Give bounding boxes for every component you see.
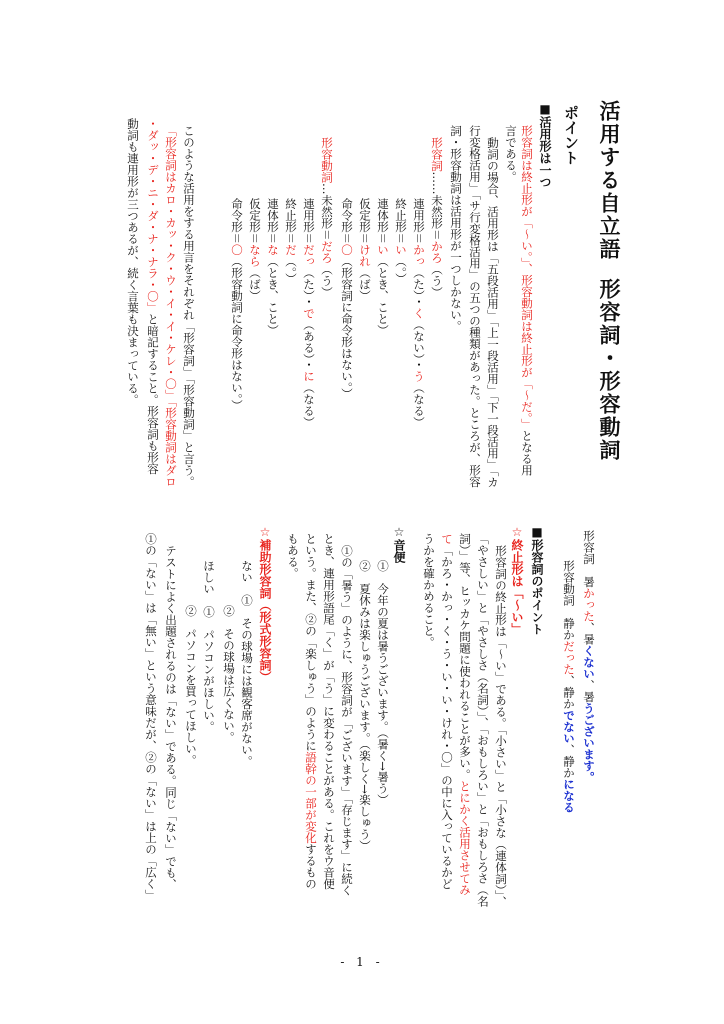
point-heading: ポイント	[562, 105, 580, 165]
example-onbin-1: ① 今年の夏は暑うございます。（暑く→暑う）	[376, 560, 390, 806]
example-hojo-3: ほしい ① パソコンがほしい。	[202, 560, 216, 733]
text-line: うかを確かめること。	[422, 533, 436, 648]
example-onbin-2: ② 夏休みは楽しゅうございます。（楽しく→楽しゅう）	[358, 560, 372, 852]
example-adjectival-verb: 形容動詞 静かだった、静かでない、静かになる	[562, 560, 576, 813]
text-line: という。また、②の「楽しゅう」のように語幹の一部が変化するもの	[304, 533, 318, 890]
adjectival-verb-katei: 仮定形＝なら（ば）	[248, 198, 262, 302]
text-line: 動詞も連用形が三つあるが、続く言葉も決まっている。	[126, 118, 140, 406]
text-line: テストによく出題されるのは「ない」である。同じ「ない」でも、	[164, 545, 178, 890]
section-heading-adjective-points: ■形容詞のポイント	[530, 525, 544, 635]
example-hojo-2: ② その球場は広くない。	[222, 605, 236, 743]
adjectival-verb-renyo: 連用形＝だっ（た）・で（ある）・に（なる）	[302, 198, 316, 428]
text-line: ①の「暑う」のように、形容詞が「ございます」「存じます」に続く	[340, 545, 354, 896]
adjectival-verb-rentai: 連体形＝な（とき、こと）	[266, 198, 280, 336]
example-hojo-1: ない ① その球場には観客席がない。	[240, 560, 254, 767]
adjective-katei: 仮定形＝けれ（ば）	[358, 198, 372, 302]
adjective-meirei: 命令形＝〇（形容詞に命令形はない。）	[340, 198, 354, 400]
text-line: 「やさしい」と「やさしさ（名詞）」、「おもしろい」と「おもしろさ（名	[476, 533, 490, 907]
page-title-topic: 形容詞・形容動詞	[597, 278, 621, 462]
text-line: 動詞の場合、活用形は「五段活用」「上一段活用」「下一段活用」「カ	[486, 137, 500, 488]
text-line: もある。	[286, 533, 300, 579]
section-heading-katsuyokei: ■活用形は一つ	[538, 102, 552, 188]
adjectival-verb-meirei: 命令形＝〇（形容動詞に命令形はない。）	[230, 198, 244, 411]
page-number: - 1 -	[340, 955, 384, 969]
adjective-renyo: 連用形＝かっ（た）・く（ない）・う（なる）	[412, 198, 426, 428]
example-adjective: 形容詞 暑かった、暑くない、暑うございます。	[582, 530, 596, 783]
adjective-shushi: 終止形＝い（。）	[394, 198, 408, 285]
text-line: ①の「ない」は「無い」という意味だが、②の「ない」は上の「広く」	[144, 533, 158, 901]
mnemonic-line: ・ダッ・デ・ニ・ダ・ナ・ナラ・〇」と暗記すること。形容詞も形容	[146, 118, 160, 475]
text-line: て「かろ・かっ・く・う・い・い・けれ・〇」の中に入っているかど	[440, 533, 454, 890]
example-hojo-4: ② パソコンを買ってほしい。	[184, 605, 198, 766]
page-title: 活用する自立語	[597, 100, 621, 261]
point-heading-hojo: ☆補助形容詞（形式形容詞）	[258, 525, 272, 683]
point-heading-onbin: ☆音便	[392, 525, 406, 563]
text-line: とき、連用形語尾「く」が「う」に変わることがある。これをウ音便	[322, 533, 336, 890]
adjective-mizen: 形容詞……未然形＝かろ（う）	[430, 137, 444, 298]
text-line: 形容詞の終止形は「〜い」である。「小さい」と「小さな（連体詞）」、	[494, 545, 508, 908]
text-line: 言である。	[504, 125, 518, 183]
mnemonic-line: 「形容詞はカロ・カッ・ク・ウ・イ・イ・ケレ・〇」「形容動詞はダロ	[164, 125, 178, 488]
adjectival-verb-mizen: 形容動詞…未然形＝だろ（う）	[320, 137, 334, 298]
adjectival-verb-shushi: 終止形＝だ（。）	[284, 198, 298, 285]
text-line: このような活用をする用言をそれぞれ「形容詞」「形容動詞」と言う。	[182, 125, 196, 488]
text-line: 詞・形容動詞は活用形が一つしかない。	[449, 125, 463, 332]
text-line: 形容詞は終止形が「〜い。」、形容動詞は終止形が「〜だ。」となる用	[520, 125, 534, 476]
point-heading-shushi: ☆終止形は「〜い」	[510, 525, 524, 635]
text-line: 行変格活用」「サ行変格活用」の五つの種類があった。ところが、形容	[468, 125, 482, 488]
text-line: 詞）」等、ヒッカケ問題に使われることが多い。とにかく活用させてみ	[458, 533, 472, 896]
adjective-rentai: 連体形＝い（とき、こと）	[376, 198, 390, 336]
